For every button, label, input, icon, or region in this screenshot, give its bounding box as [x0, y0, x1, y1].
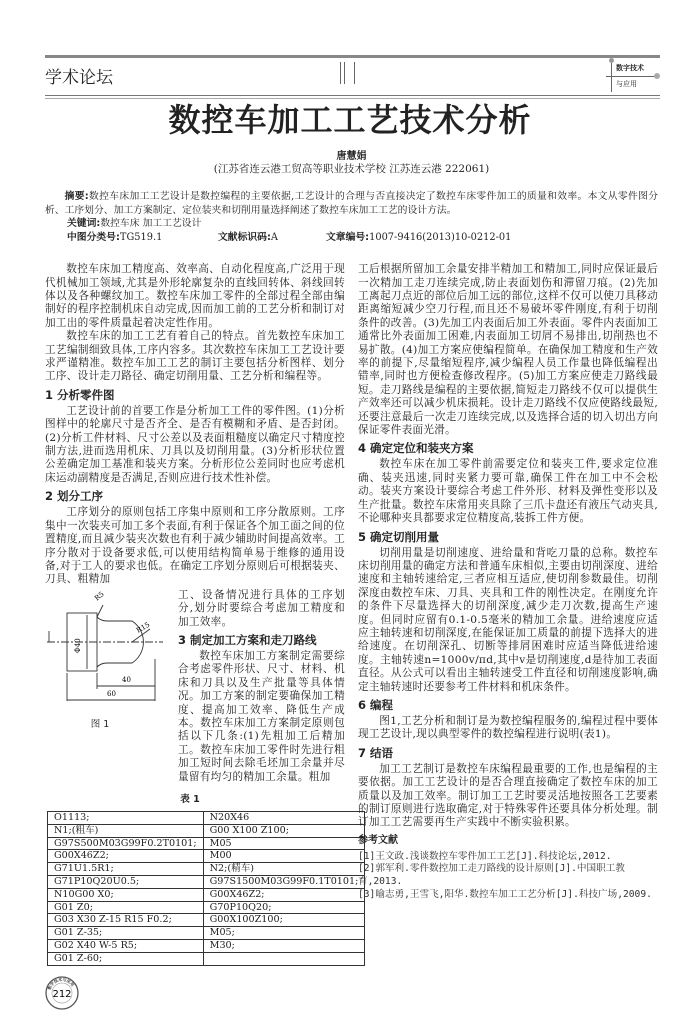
table-cell: O1113;: [48, 812, 204, 825]
table-cell: G71U1.5R1;: [48, 863, 204, 876]
section-label: 学术论坛: [45, 68, 113, 88]
table-cell: G02 X40 W-5 R5;: [48, 939, 204, 952]
body-columns: [45, 263, 658, 1009]
reference-2: [2]郭军利.零件数控加工走刀路线的设计原则[J].中国职工教育,2013.: [358, 863, 625, 887]
table-row: [48, 952, 365, 965]
table-cell: G03 X30 Z-15 R15 F0.2;: [48, 914, 204, 927]
table-row: [48, 901, 365, 914]
table-caption: 表 1: [180, 794, 200, 805]
reference-3: [3]喻志勇,王雪飞,阳华.数控车加工工艺分析[J].科技广场,2009.: [358, 888, 652, 900]
logo-line-2: 与应用: [616, 80, 637, 88]
table-row: [48, 837, 365, 850]
table-cell: N10G00 X0;: [48, 888, 204, 901]
table-cell: G01 Z-35;: [48, 927, 204, 940]
keywords-label: 关键词:: [67, 218, 101, 230]
table-cell: N1;(粗车): [48, 824, 204, 837]
keywords-text: 数控车床 加工工艺设计: [100, 218, 202, 230]
table-row: [48, 863, 365, 876]
figure-1: [45, 589, 175, 731]
page-number: 212: [52, 988, 72, 1000]
left-column-wrap: [178, 589, 345, 784]
section-3-text: 数控车床加工方案制定需要综合考虑零件形状、尺寸、材料、机床和刀具以及生产批量等具体情况。加工方案的制定要确保加工精度、提高加工效率、降低生产成本。数控车床加工方案制定原则包括以下几条:(1)先粗加工后精加工。数控车床加工零件时先进行粗加工短时间去除毛坯加工余量并尽量留有均匀的精加工余量。粗加: [178, 649, 345, 783]
table-row: [48, 888, 365, 901]
doc-code-label: 文献标识码:: [218, 232, 271, 244]
section-5-text: 切削用量是切削速度、进给量和背吃刀量的总称。数控车床切削用量的确定方法和普通车床相似,主要由切削深度、进给速度和主轴转速给定,三者应相互适应,使切削参数最佳。切削深度由数控车床、刀具、夹具和工件的刚性决定。在刚度允许的条件下尽量选择大的切削深度,减少走刀次数,提高生产速度。但同时应留有0.1-0.5毫米的精加工余量。进给速度应适应主轴转速和切削深度,在能保证加工质量的前提下选择大的进给速度。在切削深孔、切断等排屑困难时应适当降低进给速度。主轴转速n=1000v/πd,其中v是切削速度,d是待加工表面直径。从公式可以看出主轴转速受工件直径和切削速度影响,确定主轴转速时还要参考工件材料和机床条件。: [358, 546, 658, 693]
table-cell: G70P10Q20;: [203, 901, 365, 914]
section-4-text: 数控车床在加工零件前需要定位和装夹工件,要求定位准确、装夹迅速,同时夹紧力要可靠,确保工件在加工中不会松动。装夹方案设计要综合考虑工件外形、材料及弹性变形以及生产批量。数控车床常用夹具除了三爪卡盘还有液压气动夹具,不论哪种夹具都要求定位精度高,装拆工件方便。: [358, 458, 658, 525]
abstract: [45, 190, 658, 217]
table-cell: M05;: [203, 927, 365, 940]
table-cell: G01 Z0;: [48, 901, 204, 914]
dim-dia: Φ40: [74, 638, 82, 653]
dim-r5: R5: [93, 589, 106, 603]
table-cell: M30;: [203, 939, 365, 952]
section-2-text-continued: 工、设备情况进行具体的工序划分,划分时要综合考虑加工精度和加工效率。: [178, 588, 345, 628]
dim-r15: R15: [135, 620, 152, 635]
table-row: [48, 824, 365, 837]
section-5-heading: 5 确定切削用量: [358, 529, 440, 544]
part-drawing: [45, 589, 175, 709]
table-row: [48, 812, 365, 825]
section-1-text: 工艺设计前的首要工作是分析加工工件的零件图。(1)分析图样中的轮廓尺寸是否齐全、是否有模糊和矛盾、是否封闭。(2)分析工件材料、尺寸公差以及表面粗糙度以确定尺寸精度控制方法,进而选用机床、刀具以及切削用量。(3)分析形状位置公差确定加工基准和装夹方案。分析形位公差同时也应考虑机床运动副精度是否满足,否则应进行技术性补偿。: [45, 404, 345, 484]
page-badge-graphic: [45, 976, 79, 1010]
intro-paragraph-2: 数控车床的加工工艺有着自己的特点。首先数控车床加工工艺编制细致具体,工序内容多。其次数控车床加工工艺设计要求严谨精准。数控车加工工艺的制订主要包括分析图样、划分工序、设计走刀路径、确定切削用量、工艺分析和编程等。: [45, 330, 345, 383]
figure-caption: 图 1: [90, 718, 110, 730]
table-cell: G00X46Z2;: [203, 888, 365, 901]
left-column: [45, 263, 359, 1009]
article-no-label: 文章编号:: [326, 232, 370, 244]
table-cell: N20X46: [203, 812, 365, 825]
author: 唐慧娟: [336, 151, 367, 162]
table-row: [48, 875, 365, 888]
table-cell: G00X100Z100;: [203, 914, 365, 927]
section-1-heading: 1 分析零件图: [45, 387, 115, 402]
table-row: [48, 927, 365, 940]
classification-line: [45, 231, 658, 245]
table-row: [48, 914, 365, 927]
table-cell: G00X46Z2;: [48, 850, 204, 863]
intro-paragraph-1: 数控车床加工精度高、效率高、自动化程度高,广泛用于现代机械加工领域,尤其是外形轮廓复杂的直线回转体、斜线回转体以及各种螺纹加工。数控车床加工零件的全部过程全部由编制好的程序控制机床自动完成,因而加工前的工艺分析和制订对加工出的零件质量起着决定性作用。: [45, 263, 345, 329]
references-heading: 参考文献: [358, 834, 398, 846]
page-number-badge: [45, 976, 79, 1010]
affiliation: (江苏省连云港工贸高等职业技术学校 江苏连云港 222061): [213, 163, 490, 175]
section-6-text: 图1,工艺分析和制订是为数控编程服务的,编程过程中要体现工艺设计,现以典型零件的数控编程进行说明(表1)。: [358, 714, 658, 741]
table-cell: M00: [203, 850, 365, 863]
abstract-label: 摘要:: [64, 191, 89, 202]
article-no-value: 1007-9416(2013)10-0212-01: [369, 232, 512, 244]
table-row: [48, 850, 365, 863]
table-cell: G01 Z-60;: [48, 952, 204, 965]
dim-40: 40: [122, 675, 131, 684]
reference-1: [1]王文政.浅谈数控车零件加工工艺[J].科技论坛,2012.: [358, 850, 612, 862]
doc-code-value: A: [270, 232, 278, 244]
section-7-heading: 7 结语: [358, 745, 394, 760]
section-4-heading: 4 确定定位和装夹方案: [358, 441, 474, 456]
section-3-heading: 3 制定加工方案和走刀路线: [178, 632, 317, 647]
clc-value: TG519.1: [119, 232, 163, 244]
table-cell: G71P10Q20U0.5;: [48, 875, 204, 888]
abstract-text: 数控车床加工工艺设计是数控编程的主要依据,工艺设计的合理与否直接决定了数控车床零件加工的质量和效率。本文从零件图分析、工序划分、加工方案制定、定位装夹和切削用量选择阐述了数控车床加工工艺的设计方法。: [45, 191, 658, 216]
figure-row: [45, 589, 345, 784]
table-cell: G97S1500M03G99F0.1T0101;: [203, 875, 365, 888]
section-7-text: 加工工艺制订是数控车床编程最重要的工作,也是编程的主要依据。加工工艺设计的是否合理直接确定了数控车床的加工质量以及加工效率。制订加工工艺时要灵活地按照各工艺要素的制订原则进行选取确定,对于特殊零件还要具体分析处理。制订加工工艺需要再生产实践中不断实验积累。: [358, 762, 658, 829]
table-cell: G97S500M03G99F0.2T0101;: [48, 837, 204, 850]
table-1: [47, 811, 365, 966]
section-2-heading: 2 划分工序: [45, 489, 104, 504]
table-cell: M05: [203, 837, 365, 850]
table-cell: G00 X100 Z100;: [203, 824, 365, 837]
badge-ring-text: 数字技术与应用: [46, 976, 76, 990]
section-2-text: 工序划分的原则包括工序集中原则和工序分散原则。工序集中一次装夹可加工多个表面,有利于保证各个加工面之间的位置精度,而且减少装夹次数也有利于减少辅助时间提高效率。工序分散对于设备要求低,可以使用结构简单易于维修的通用设备,对于工人的要求也低。在确定工序划分原则后可根据装夹、刀具、粗精加: [45, 506, 345, 586]
clc-label: 中图分类号:: [67, 232, 120, 244]
dim-60: 60: [107, 689, 116, 698]
section-6-heading: 6 编程: [358, 697, 394, 712]
table-row: [48, 939, 365, 952]
right-column: [358, 263, 658, 1009]
article-title: 数控车加工工艺技术分析: [168, 101, 532, 139]
logo-line-1: 数字技术: [616, 63, 644, 72]
table-cell: [203, 952, 365, 965]
section-3-text-continued: 工后根据所留加工余量安排半精加工和精加工,同时应保证最后一次精加工走刀连续完成,防止表面划伤和滞留刀痕。(2)先加工离起刀点近的部位后加工远的部位,这样不仅可以使刀具移动距离缩短减少空刀行程,而且还不易破坏零件刚度,有利于切削条件的改善。(3)先加工内表面后加工外表面。零件内表面加工通常比外表面加工困难,内表面加工切屑不易排出,切削热也不易扩散。(4)加工方案应使编程简单。在确保加工精度和生产效率的前提下,尽量缩短程序,减少编程人员工作量也降低编程出错率,同时也方便检查修改程序。(5)加工方案应使走刀路线最短。走刀路线是编程的主要依据,简短走刀路线不仅可以提供生产效率还可以减少机床损耗。设计走刀路线不仅应使路线最短,还要注意最后一次走刀连续完成,以及选择合适的切入切出方向保证零件表面光滑。: [358, 263, 658, 437]
table-cell: N2;(精车): [203, 863, 365, 876]
keywords: [45, 217, 658, 231]
